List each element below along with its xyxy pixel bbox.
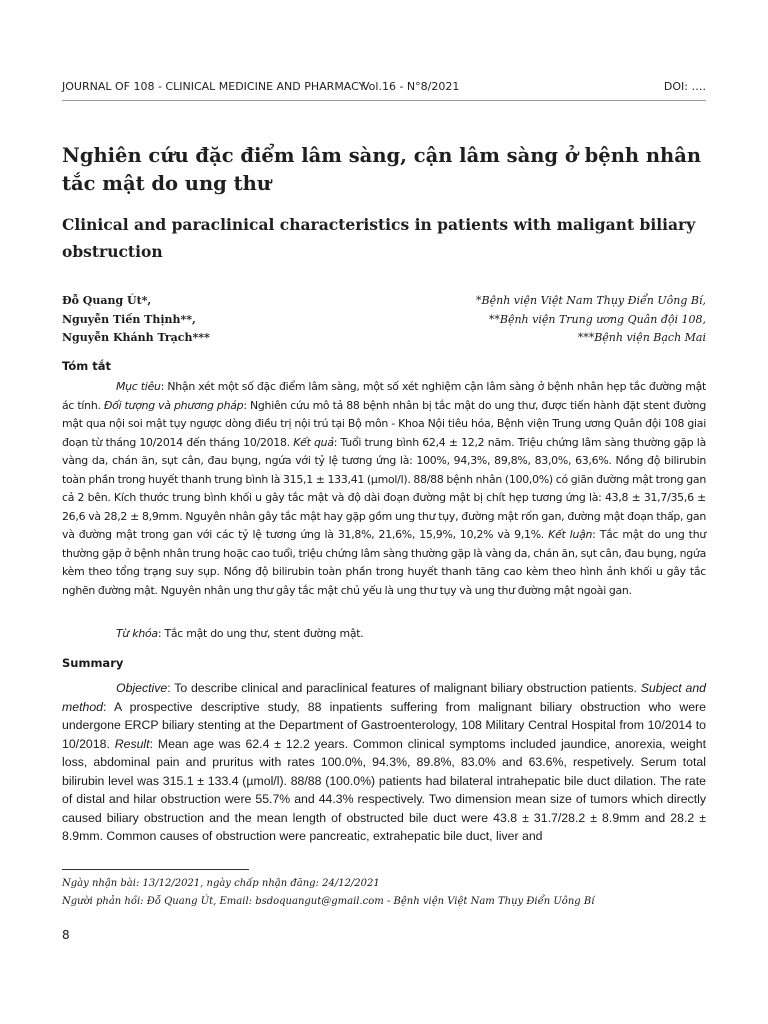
- keywords-label: Từ khóa: [116, 627, 158, 640]
- affiliation-3: ***Bệnh viện Bạch Mai: [577, 331, 706, 344]
- keywords-text: : Tắc mật do ung thư, stent đường mật.: [157, 627, 364, 640]
- summary-heading: Summary: [62, 656, 124, 670]
- author-3: Nguyễn Khánh Trạch***: [62, 331, 210, 344]
- summary-method-text: : A prospective descriptive study, 88 inpatients suffering from malignant biliary obstruction who were undergone ERCP biliary stenting at the Department of Gastroenterology, 108 Military Central Hospital from 10/2014 to 10/2018.: [62, 699, 706, 751]
- author-2: Nguyễn Tiến Thịnh**,: [62, 313, 196, 326]
- summary-objective-text: : To describe clinical and paraclinical features of malignant biliary obstruction patients.: [167, 681, 641, 695]
- affiliation-2: **Bệnh viện Trung ương Quân đội 108,: [488, 313, 706, 326]
- objective-label: Mục tiêu: [116, 380, 161, 393]
- keywords-line: [116, 627, 364, 640]
- page-number: 8: [62, 928, 70, 942]
- conclusion-text: : Tắc mật do ung thư thường gặp ở bệnh nhân trung hoặc cao tuổi, triệu chứng lâm sàng thường gặp là vàng da, chán ăn, sụt cân, đau bụng, ngứa kèm theo tổng trạng suy sụp. Nồng độ bilirubin toàn phần trong huyết thanh tăng cao kèm theo hình ảnh khối u gây tắc nghẽn đường mật. Nguyên nhân ung thư gây tắc mật chủ yếu là ung thư tụy và ung thư đường mật ngoài gan.: [62, 528, 706, 598]
- abstract-body: [62, 378, 706, 601]
- journal-name: JOURNAL OF 108 - CLINICAL MEDICINE AND PHARMACY: [62, 80, 366, 93]
- affiliation-1: *Bệnh viện Việt Nam Thụy Điển Uông Bí,: [476, 294, 706, 307]
- result-text: : Tuổi trung bình 62,4 ± 12,2 năm. Triệu chứng lâm sàng thường gặp là vàng da, chán ăn, sụt cân, đau bụng, ngứa với tỷ lệ tương ứng là: 100%, 94,3%, 89,8%, 83,0%, 63,6%. Nồng độ bilirubin toàn phần trong huyết thanh trung bình là 315,1 ± 133,41 (µmol/l). 88/88 bệnh nhân (100,0%) có giãn đường mật trong gan cả 2 bên. Kích thước trung bình khối u gây tắc mật và độ dài đoạn đường mật bị chít hẹp tương ứng là: 43,8 ± 31,7/35,6 ± 26,6 và 28,2 ± 8,9mm. Nguyên nhân gây tắc mật hay gặp gồm ung thư tụy, đường mật rốn gan, đường mật đoạn thấp, gan và đường mật trong gan với các tỷ lệ tương ứng là 31,8%, 21,6%, 15,9%, 10,2% và 9,1%.: [62, 435, 707, 542]
- header-rule: [62, 100, 706, 101]
- summary-result-text: : Mean age was 62.4 ± 12.2 years. Common clinical symptoms included jaundice, anorexia, weight loss, abdominal pain and pruritus with rates 100.0%, 94.3%, 89.8%, 83.0% and 63.6%, respetively. Serum total bilirubin level was 315.1 ± 133.4 (µmol/l). 88/88 (100.0%) patients had bilateral intrahepatic bile duct dilation. The rate of distal and hilar obstruction were 55.7% and 44.3% respectively. Two dimension mean size of tumors which directly caused biliary obstruction and the mean length of obstructed bile duct were 43.8 ± 31.7/28.2 ± 8.9mm and 28.2 ± 8.9mm. Common causes of obstruction were pancreatic, extrahepatic bile duct, liver and: [62, 736, 706, 844]
- footnote-received: Ngày nhận bài: 13/12/2021, ngày chấp nhận đăng: 24/12/2021: [62, 878, 380, 889]
- method-label: Đối tượng và phương pháp: [103, 398, 244, 412]
- method-text: : Nghiên cứu mô tả 88 bệnh nhân bị tắc mật do ung thư, được tiến hành đặt stent đường mật qua nội soi mật tụy ngược dòng điều trị nội trú tại Bộ môn - Khoa Nội tiêu hóa, Bệnh viện Trung ương Quân đội 108 giai đoạn từ tháng 10/2014 đến tháng 10/2018.: [62, 398, 706, 449]
- abstract-heading: Tóm tắt: [62, 359, 111, 373]
- result-label: Kết quả: [293, 435, 334, 449]
- volume-issue: Vol.16 - N°8/2021: [362, 80, 460, 93]
- summary-method-label: Subject and method: [62, 681, 706, 714]
- summary-body: [62, 679, 706, 846]
- summary-objective-label: Objective: [116, 681, 168, 695]
- author-1: Đỗ Quang Út*,: [62, 294, 152, 307]
- footnote-correspondence: Người phản hồi: Đỗ Quang Út, Email: bsdoquangut@gmail.com - Bệnh viện Việt Nam Thụy Điển Uông Bí: [62, 896, 595, 907]
- title-english: Clinical and paraclinical characteristics in patients with maligant biliary obstruction: [62, 215, 696, 261]
- summary-result-label: Result: [114, 736, 150, 751]
- doi-label: DOI: ….: [663, 80, 706, 93]
- conclusion-label: Kết luận: [548, 528, 593, 542]
- footnote-rule: [62, 869, 249, 870]
- title-vietnamese: Nghiên cứu đặc điểm lâm sàng, cận lâm sàng ở bệnh nhân tắc mật do ung thư: [62, 144, 702, 195]
- objective-text: : Nhận xét một số đặc điểm lâm sàng, một số xét nghiệm cận lâm sàng ở bệnh nhân hẹp tắc đường mật ác tính.: [62, 380, 707, 412]
